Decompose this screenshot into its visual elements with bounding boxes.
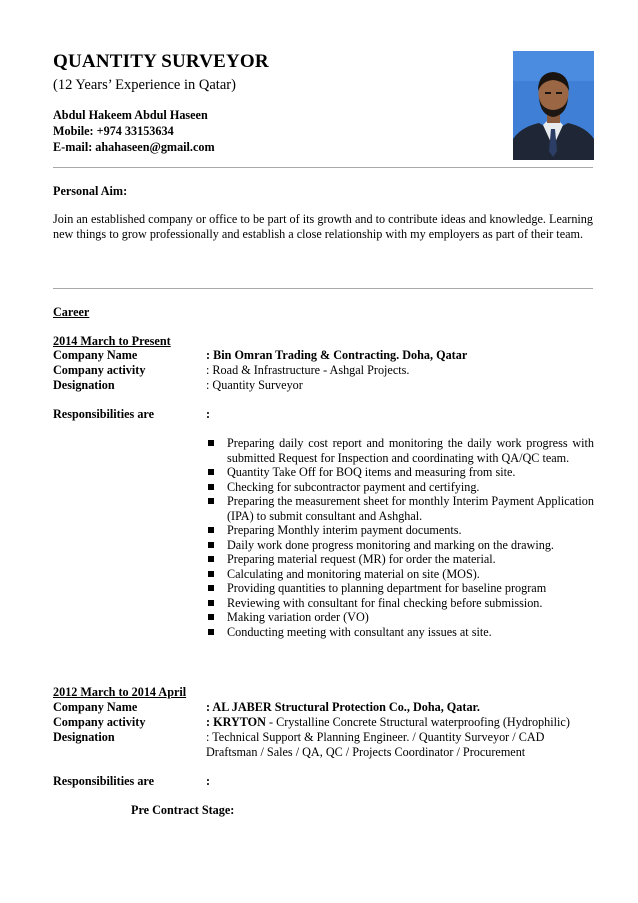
aim-heading: Personal Aim: [53,184,128,198]
job1-activity-value: : Road & Infrastructure - Ashgal Projects. [206,363,410,377]
list-item: Providing quantities to planning department for baseline program [206,581,594,596]
bullet-square-icon [208,556,214,562]
list-item: Conducting meeting with consultant any issues at site. [206,625,594,640]
job1-activity-label: Company activity [53,363,146,377]
job1-responsibilities-colon: : [206,407,211,421]
job1-responsibilities-list [206,436,594,639]
bullet-square-icon [208,542,214,548]
list-item: Quantity Take Off for BOQ items and measuring from site. [206,465,594,480]
job2-company-value: : AL JABER Structural Protection Co., Doha, Qatar. [206,700,480,714]
job2-designation-line1: : Technical Support & Planning Engineer. / Quantity Surveyor / CAD [206,730,545,744]
header-divider [53,167,593,168]
bullet-square-icon [208,527,214,533]
job2-designation-label: Designation [53,730,115,744]
bullet-square-icon [208,440,214,446]
job2-activity-description: - Crystalline Concrete Structural waterproofing (Hydrophilic) [265,715,570,729]
list-item: Preparing material request (MR) for order the material. [206,552,594,567]
job2-responsibilities-label: Responsibilities are [53,774,155,788]
job2-designation-line2: Draftsman / Sales / QA, QC / Projects Coordinator / Procurement [206,745,526,759]
bullet-square-icon [208,484,214,490]
list-item: Calculating and monitoring material on site (MOS). [206,567,594,582]
job2-responsibilities-colon: : [206,774,211,788]
job2-activity-value [206,715,596,730]
profile-photo [513,51,594,160]
list-item: Daily work done progress monitoring and marking on the drawing. [206,538,594,553]
bullet-square-icon [208,629,214,635]
list-item: Preparing the measurement sheet for monthly Interim Payment Application (IPA) to submit consultant and Ashghal. [206,494,594,523]
bullet-square-icon [208,469,214,475]
bullet-square-icon [208,498,214,504]
experience-subtitle: (12 Years’ Experience in Qatar) [53,77,236,93]
job1-designation-value: : Quantity Surveyor [206,378,303,392]
bullet-square-icon [208,571,214,577]
bullet-square-icon [208,614,214,620]
job1-responsibilities-label: Responsibilities are [53,407,155,421]
job2-activity-label: Company activity [53,715,146,729]
aim-text: Join an established company or office to be part of its growth and to contribute ideas and knowledge. Learning new things to grow professionally and establish a close relationship with my employers as part of their team. [53,212,593,241]
job1-company-label: Company Name [53,348,138,362]
list-item: Checking for subcontractor payment and certifying. [206,480,594,495]
job2-company-label: Company Name [53,700,138,714]
job1-designation-label: Designation [53,378,115,392]
mobile-number: Mobile: +974 33153634 [53,124,174,138]
job2-period: 2012 March to 2014 April [53,685,187,699]
list-item: Reviewing with consultant for final checking before submission. [206,596,594,611]
bullet-square-icon [208,585,214,591]
portrait-image [513,51,594,160]
page-title: QUANTITY SURVEYOR [53,51,269,72]
job1-period: 2014 March to Present [53,334,171,348]
career-heading: Career [53,305,90,319]
job2-activity-product: : KRYTON [206,715,266,729]
list-item: Making variation order (VO) [206,610,594,625]
list-item: Preparing Monthly interim payment documents. [206,523,594,538]
bullet-square-icon [208,600,214,606]
job1-company-value: : Bin Omran Trading & Contracting. Doha, Qatar [206,348,468,362]
email-address: E-mail: ahahaseen@gmail.com [53,140,215,154]
candidate-name: Abdul Hakeem Abdul Haseen [53,108,208,122]
list-item: Preparing daily cost report and monitoring the daily work progress with submitted Request for Inspection and coordinating with QA/QC team. [206,436,594,465]
aim-divider [53,288,593,289]
pre-contract-stage-heading: Pre Contract Stage: [131,803,235,817]
